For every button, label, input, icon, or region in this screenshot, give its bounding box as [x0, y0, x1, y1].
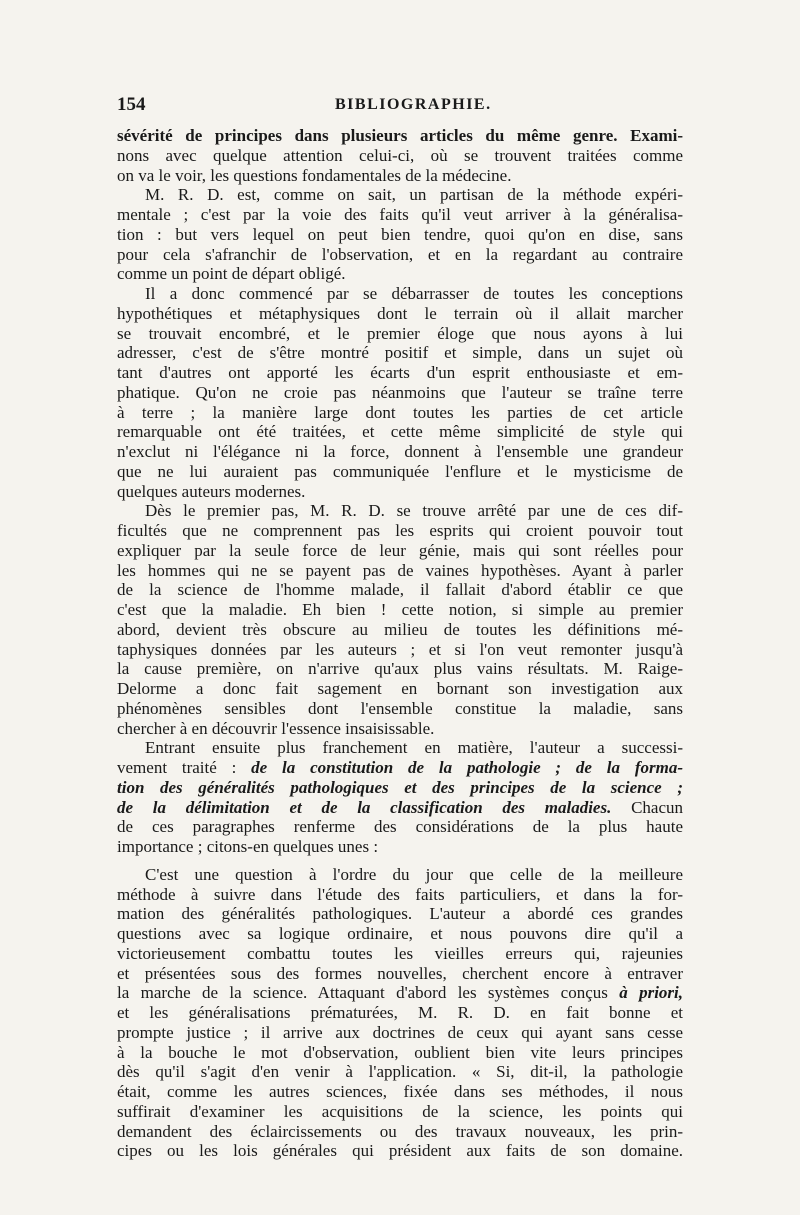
text-line: tion : but vers lequel on peut bien tendre, quoi qu'on en dise, sans: [117, 224, 683, 244]
text-line: tant d'autres ont apporté les écarts d'un esprit enthousiaste et em-: [117, 363, 683, 382]
text-line: et présentées sous des formes nouvelles, cherchent encore à entraver: [117, 963, 683, 983]
text-line: à la bouche le mot d'observation, oublient bien vite leurs principes: [117, 1042, 683, 1062]
text-line: phénomènes sensibles dont l'ensemble constitue la maladie, sans: [117, 698, 683, 718]
text-line: [117, 758, 683, 778]
text-line: les hommes qui ne se payent pas de vaines hypothèses. Ayant à parler: [117, 560, 683, 580]
text-line: hypothétiques et métaphysiques dont le terrain où il allait marcher: [117, 303, 683, 323]
body-text: [117, 126, 683, 1161]
text-line: [117, 1003, 683, 1023]
text-span: et les généralisations prématurées, M. R. D. en fait bonne et: [117, 1003, 683, 1022]
text-line: demandent des éclaircissements ou des travaux nouveaux, les prin-: [117, 1121, 683, 1141]
text-line: n'exclut ni l'élégance ni la force, donnent à l'ensemble une grandeur: [117, 442, 683, 461]
text-line: était, comme les autres sciences, fixée dans ses méthodes, il nous: [117, 1082, 683, 1101]
text-line: Delorme a donc fait sagement en bornant son investigation aux: [117, 679, 683, 698]
text-line: adresser, c'est de s'être montré positif et simple, dans un sujet où: [117, 343, 683, 363]
text-line: nons avec quelque attention celui-ci, où se trouvent traitées comme: [117, 145, 683, 165]
text-line: [117, 798, 683, 818]
text-line: phatique. Qu'on ne croie pas néanmoins que l'auteur se traîne terre: [117, 382, 683, 402]
text-line: méthode à suivre dans l'étude des faits particuliers, et dans la for-: [117, 884, 683, 904]
running-head: BIBLIOGRAPHIE.: [335, 96, 492, 113]
italic-title: tion des généralités pathologiques et des principes de la science ;: [117, 777, 683, 797]
text-line: mentale ; c'est par la voie des faits qu'il veut arriver à la généralisa-: [117, 205, 683, 224]
text-line: prompte justice ; il arrive aux doctrines de ceux qui ayant sans cesse: [117, 1022, 683, 1042]
text-line: victorieusement combattu toutes les vieilles erreurs qui, rajeunies: [117, 943, 683, 963]
text-line: la cause première, on n'arrive qu'aux plus vains résultats. M. Raige-: [117, 659, 683, 679]
text-line: on va le voir, les questions fondamentales de la médecine.: [117, 165, 512, 185]
text-line: ficultés que ne comprennent pas les esprits qui croient pouvoir tout: [117, 521, 683, 540]
text-line: se trouvait encombré, et le premier éloge que nous ayons à lui: [117, 323, 683, 343]
text-line: importance ; citons-en quelques unes :: [117, 837, 379, 856]
text-line: dès qu'il s'agit d'en venir à l'application. « Si, dit-il, la pathologie: [117, 1062, 683, 1082]
text-line: de ces paragraphes renferme des considérations de la plus haute: [117, 817, 683, 837]
text-line: suffirait d'examiner les acquisitions de la science, les points qui: [117, 1101, 683, 1121]
text-span: vement traité :: [117, 758, 237, 777]
text-line: c'est que la maladie. Eh bien ! cette notion, si simple au premier: [117, 600, 683, 619]
text-line: [117, 983, 683, 1003]
text-line: questions avec sa logique ordinaire, et nous pouvons dire qu'il a: [117, 924, 683, 943]
text-span: Chacun: [631, 797, 683, 817]
text-line: expliquer par la seule force de leur génie, mais qui sont réelles pour: [117, 540, 683, 560]
paragraph-gap: [117, 857, 683, 865]
text-line: que ne lui auraient pas communiquée l'enflure et le mysticisme de: [117, 461, 683, 481]
text-line: M. R. D. est, comme on sait, un partisan de la méthode expéri-: [145, 185, 683, 205]
text-line: abord, devient très obscure au milieu de toutes les définitions mé-: [117, 619, 683, 639]
text-line: taphysiques données par les auteurs ; et si l'on veut remonter jusqu'à: [117, 639, 683, 659]
text-line: Entrant ensuite plus franchement en matière, l'auteur a successi-: [145, 738, 683, 758]
italic-title: de la constitution de la pathologie ; de la forma-: [251, 758, 683, 777]
text-line: à terre ; la manière large dont toutes les parties de cet article: [117, 402, 683, 422]
text-line: pour cela s'afranchir de l'observation, et en la regardant au contraire: [117, 244, 683, 264]
text-line: comme un point de départ obligé.: [117, 264, 346, 284]
text-line: chercher à en découvrir l'essence insaisissable.: [117, 718, 435, 738]
text-span: la marche de la science. Attaquant d'abord les systèmes conçus: [117, 983, 608, 1003]
text-line: [117, 778, 683, 798]
text-line: C'est une question à l'ordre du jour que celle de la meilleure: [145, 864, 683, 884]
page-number: 154: [117, 94, 146, 115]
text-line: cipes ou les lois générales qui président aux faits de son domaine.: [117, 1141, 683, 1161]
text-line: remarquable ont été traitées, et cette même simplicité de style qui: [117, 422, 683, 442]
text-line: sévérité de principes dans plusieurs articles du même genre. Exami-: [117, 126, 683, 145]
page-header: [117, 94, 683, 118]
text-line: Il a donc commencé par se débarrasser de toutes les conceptions: [145, 284, 683, 303]
text-line: de la science de l'homme malade, il fallait d'abord établir ce que: [117, 580, 683, 600]
italic-title: de la délimitation et de la classification des maladies.: [117, 797, 612, 817]
text-line: mation des généralités pathologiques. L'auteur a abordé ces grandes: [117, 904, 683, 924]
text-line: Dès le premier pas, M. R. D. se trouve arrêté par une de ces dif-: [145, 501, 683, 521]
text-line: quelques auteurs modernes.: [117, 481, 306, 501]
italic-term: à priori,: [619, 983, 684, 1003]
